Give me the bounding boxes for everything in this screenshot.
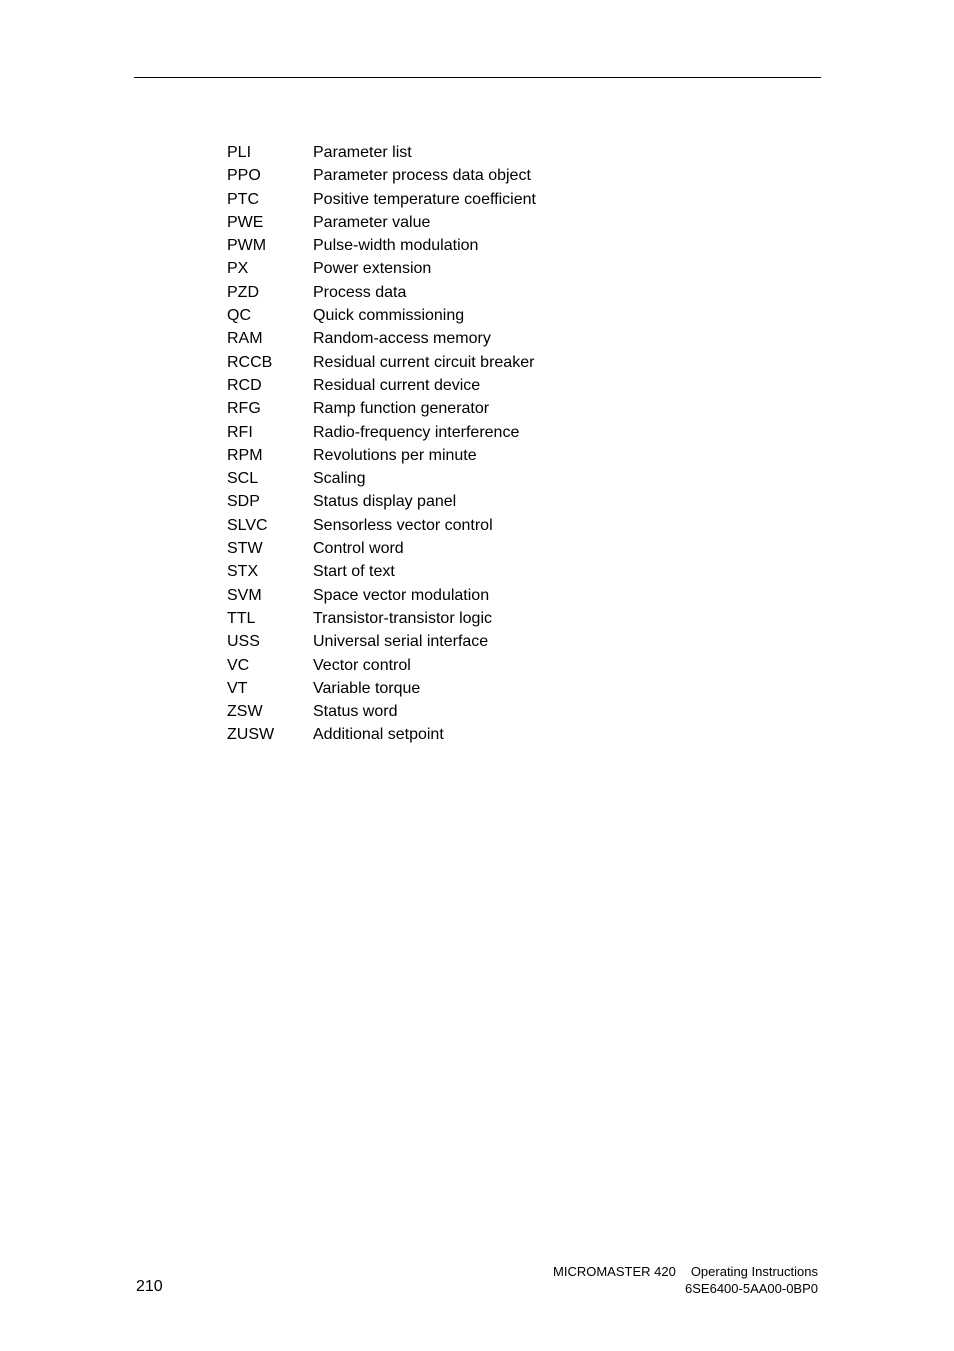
abbreviation-term: RCD xyxy=(227,376,262,394)
abbreviation-row xyxy=(227,281,727,304)
abbreviation-term: RAM xyxy=(227,330,263,348)
abbreviation-term: VC xyxy=(227,656,250,674)
abbreviation-row xyxy=(227,444,727,467)
abbreviation-row xyxy=(227,304,727,327)
abbreviation-row xyxy=(227,700,727,723)
abbreviation-description: Radio-frequency interference xyxy=(313,423,520,441)
abbreviation-term: TTL xyxy=(227,609,256,627)
abbreviation-term: SLVC xyxy=(227,516,268,534)
abbreviation-row xyxy=(227,723,727,746)
abbreviation-description: Positive temperature coefficient xyxy=(313,190,536,208)
abbreviation-term: PWE xyxy=(227,213,264,231)
abbreviation-description: Random-access memory xyxy=(313,330,491,348)
abbreviation-row xyxy=(227,514,727,537)
abbreviation-row xyxy=(227,677,727,700)
abbreviation-row xyxy=(227,351,727,374)
abbreviation-list xyxy=(227,141,727,747)
footer-order-number: 6SE6400-5AA00-0BP0 xyxy=(685,1281,818,1296)
abbreviation-row xyxy=(227,141,727,164)
abbreviation-term: ZUSW xyxy=(227,726,275,744)
abbreviation-term: RCCB xyxy=(227,353,273,371)
abbreviation-row xyxy=(227,397,727,420)
abbreviation-description: Control word xyxy=(313,540,404,558)
abbreviation-row xyxy=(227,560,727,583)
abbreviation-term: SCL xyxy=(227,470,259,488)
abbreviation-term: RFG xyxy=(227,400,261,418)
abbreviation-description: Transistor-transistor logic xyxy=(313,609,493,627)
abbreviation-description: Scaling xyxy=(313,470,366,488)
abbreviation-description: Parameter list xyxy=(313,144,412,161)
abbreviation-term: SDP xyxy=(227,493,260,511)
abbreviation-row xyxy=(227,537,727,560)
abbreviation-term: RFI xyxy=(227,423,253,441)
page-number: 210 xyxy=(136,1278,163,1295)
abbreviation-row xyxy=(227,188,727,211)
abbreviation-term: STW xyxy=(227,540,263,558)
abbreviation-description: Parameter value xyxy=(313,213,431,231)
abbreviation-row xyxy=(227,630,727,653)
abbreviation-term: QC xyxy=(227,307,251,325)
abbreviation-description: Status display panel xyxy=(313,493,457,511)
abbreviation-description: Residual current device xyxy=(313,376,481,394)
abbreviation-term: SVM xyxy=(227,586,262,604)
abbreviation-description: Pulse-width modulation xyxy=(313,237,479,255)
abbreviation-row xyxy=(227,234,727,257)
abbreviation-term: PLI xyxy=(227,144,252,161)
footer-product: MICROMASTER 420 xyxy=(553,1264,676,1279)
abbreviation-term: PTC xyxy=(227,190,259,208)
abbreviation-row xyxy=(227,467,727,490)
abbreviation-term: VT xyxy=(227,679,248,697)
abbreviation-term: PX xyxy=(227,260,249,278)
abbreviation-row xyxy=(227,257,727,280)
abbreviation-description: Sensorless vector control xyxy=(313,516,493,534)
footer-doc-type: Operating Instructions xyxy=(690,1264,818,1279)
abbreviation-description: Revolutions per minute xyxy=(313,446,477,464)
abbreviation-term: ZSW xyxy=(227,703,263,721)
abbreviation-term: USS xyxy=(227,633,260,651)
abbreviation-term: PWM xyxy=(227,237,267,255)
abbreviation-description: Start of text xyxy=(313,563,395,581)
abbreviation-row xyxy=(227,607,727,630)
header-rule xyxy=(134,77,821,78)
abbreviation-description: Additional setpoint xyxy=(313,726,444,744)
abbreviation-term: PPO xyxy=(227,167,261,185)
abbreviation-row xyxy=(227,374,727,397)
abbreviation-row xyxy=(227,164,727,187)
abbreviation-description: Residual current circuit breaker xyxy=(313,353,535,371)
footer-info xyxy=(553,1263,818,1297)
abbreviation-row xyxy=(227,211,727,234)
abbreviation-description: Vector control xyxy=(313,656,411,674)
abbreviation-description: Parameter process data object xyxy=(313,167,531,185)
abbreviation-term: PZD xyxy=(227,283,259,301)
abbreviation-row xyxy=(227,584,727,607)
abbreviation-description: Quick commissioning xyxy=(313,307,465,325)
abbreviation-term: STX xyxy=(227,563,259,581)
abbreviation-description: Universal serial interface xyxy=(313,633,489,651)
abbreviation-description: Ramp function generator xyxy=(313,400,490,418)
abbreviation-description: Status word xyxy=(313,703,398,721)
abbreviation-row xyxy=(227,490,727,513)
abbreviation-description: Power extension xyxy=(313,260,432,278)
abbreviation-row xyxy=(227,327,727,350)
abbreviation-description: Variable torque xyxy=(313,679,421,697)
abbreviation-description: Space vector modulation xyxy=(313,586,490,604)
abbreviation-row xyxy=(227,654,727,677)
abbreviation-description: Process data xyxy=(313,283,407,301)
abbreviation-row xyxy=(227,421,727,444)
abbreviation-term: RPM xyxy=(227,446,263,464)
